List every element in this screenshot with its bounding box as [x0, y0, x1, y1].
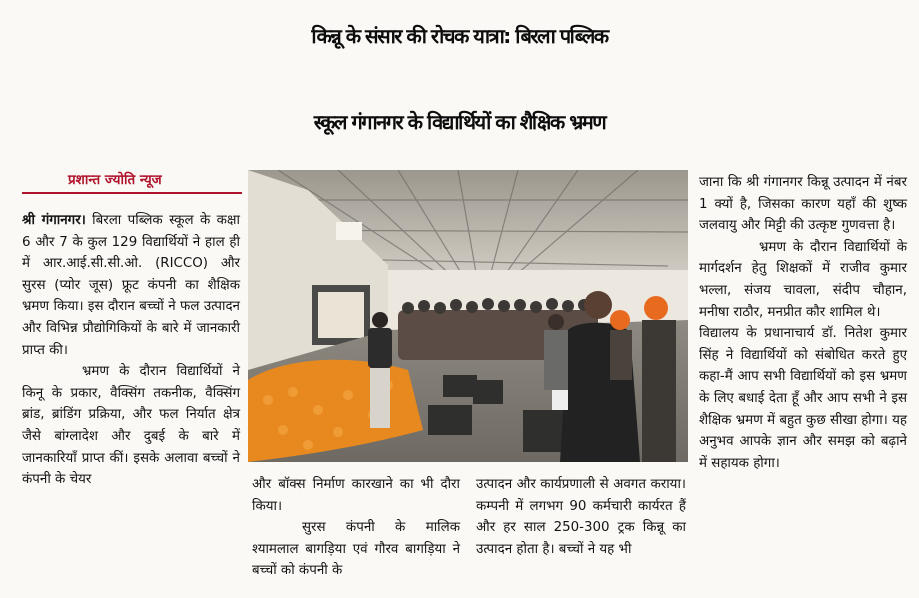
article-paragraph [22, 210, 240, 361]
doorway-light [318, 292, 364, 338]
byline [22, 168, 242, 194]
article-paragraph: भ्रमण के दौरान विद्यार्थियों के मार्गदर्शन हेतु शिक्षकों में राजीव कुमार भल्ला, संजय चावला, संदीप चौहान, मनीषा राठौर, मनप्रीत कौर शामिल थे। [699, 239, 907, 320]
article-paragraph: भ्रमण के दौरान विद्यार्थियों ने किनू के प्रकार, वैक्सिंग तकनीक, वैक्सिंग ब्रांड, ब्रांडिंग प्रक्रिया, और फल निर्यात क्षेत्र जैसे बांग्लादेश और दुबई के बारे में जानकारियाँ प्राप्त कीं। इसके अलावा बच्चों ने कंपनी के चेयर [22, 364, 240, 488]
article-column-1 [22, 210, 240, 491]
article-paragraph: और बॉक्स निर्माण कारखाने का भी दौरा किया। [252, 477, 460, 514]
article-paragraph: उत्पादन और कार्यप्रणाली से अवगत कराया। कम्पनी में लगभग 90 कर्मचारी कार्यरत हैं और हर साल 250-300 ट्रक किन्नू का उत्पादन होता है। बच्चों ने यह भी [476, 477, 686, 557]
warehouse-group-photo [248, 170, 688, 462]
paragraph-text: बिरला पब्लिक स्कूल के कक्षा 6 और 7 के कुल 129 विद्यार्थियों ने हाल ही में आर.आई.सी.सी.ओ. (RICCO) और सुरस (प्योर जूस) फ्रूट कंपनी का शैक्षिक भ्रमण किया। इस दौरान बच्चों ने फल उत्पादन और विभिन्न प्रौद्योगिकियों के बारे में जानकारी प्राप्त की। [22, 213, 240, 358]
photo-illustration [248, 170, 688, 462]
window [336, 222, 362, 240]
article-paragraph: जाना कि श्री गंगानगर किन्नू उत्पादन में नंबर 1 क्यों है, जिसका कारण यहाँ की शुष्क जलवायु और मिट्टी की उत्कृष्ट गुणवत्ता है। [699, 175, 907, 234]
article-column-3 [476, 474, 686, 560]
byline-rule [22, 192, 242, 194]
article-paragraph: विद्यालय के प्रधानाचार्य डॉ. नितेश कुमार सिंह ने विद्यार्थियों को संबोधित करते हुए कहा-मैं आप सभी विद्यार्थियों को इस भ्रमण के लिए बधाई देता हूँ और आप सभी ने इस शैक्षिक भ्रमण में बहुत कुछ सीखा होगा। यह अनुभव आपके ज्ञान और समझ को बढ़ाने में सहायक होगा। [699, 326, 907, 471]
dateline: श्री गंगानगर। [22, 213, 86, 228]
speaker-figure [368, 312, 392, 428]
article-column-4 [699, 172, 907, 474]
byline-text: प्रशान्त ज्योति न्यूज [68, 172, 162, 188]
article-paragraph: सुरस कंपनी के मालिक श्यामलाल बागड़िया एवं गौरव बागड़िया ने बच्चों को कंपनी के [252, 520, 460, 579]
article-column-2 [252, 474, 460, 582]
headline-line-2: स्कूल गंगानगर के विद्यार्थियों का शैक्षिक भ्रमण [313, 110, 606, 134]
headline-line-1: किन्नू के संसार की रोचक यात्रा: बिरला पब्लिक [311, 24, 608, 48]
